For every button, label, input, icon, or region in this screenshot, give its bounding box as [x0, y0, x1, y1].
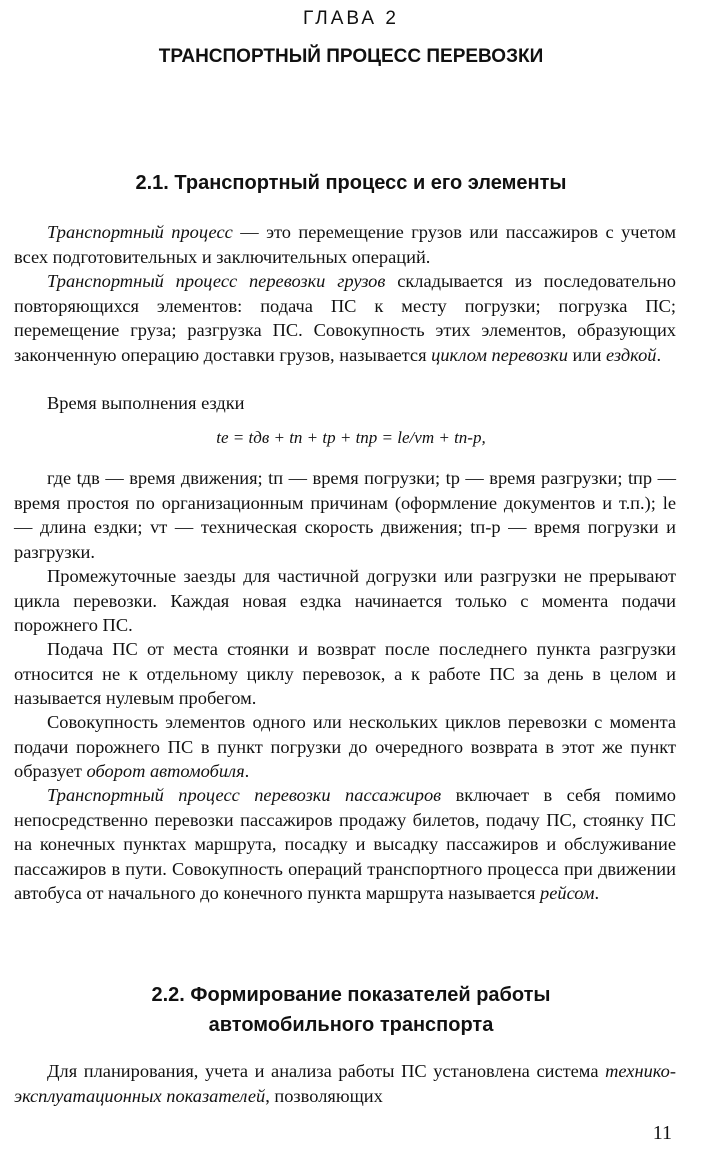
paragraph-vehicle-turnover: Совокупность элементов одного или нескольких циклов перевозки с момента подачи порожнего ПС в пункт погрузки до очередного возврата в этот же пункт образует оборот автомобиля. [14, 712, 676, 781]
term-indicators: технико-эксплуатационных показателей [14, 1061, 676, 1106]
chapter-label: ГЛАВА 2 [303, 8, 399, 29]
paragraph-intermediate-stops: Промежуточные заезды для частичной догрузки или разгрузки не прерывают цикла перевозки. Каждая новая ездка начинается только с момента подачи порожнего ПС. [14, 566, 676, 635]
formula-trip-time: tе = tдв + tп + tр + tпр = lе/vт + tп-р, [216, 428, 486, 447]
paragraph-indicators: Для планирования, учета и анализа работы ПС установлена система технико-эксплуатационных показателей, позволяющих [14, 1061, 676, 1106]
paragraph-formula-legend: где tдв — время движения; tп — время погрузки; tр — время разгрузки; tпр — время простоя по организационным причинам (оформление документов и т.п.); lе — длина ездки; vт — техническая скорость движения; tп-р — время погрузки и разгрузки. [14, 468, 676, 562]
paragraph-passenger-process: Транспортный процесс перевозки пассажиров включает в себя помимо непосредственно перевозки пассажиров продажу билетов, подачу ПС, стоянку ПС на конечных пунктах маршрута, посадку и высадку пассажиров и обслуживание пассажиров в пути. Совокупность операций транспортного процесса при движении автобуса от начального до конечного пункта маршрута называется рейсом. [14, 785, 676, 903]
section-heading-2-2-line1: 2.2. Формирование показателей работы [151, 984, 551, 1006]
paragraph-cargo-process: Транспортный процесс перевозки грузов складывается из последовательно повторяющихся элементов: подача ПС к месту погрузки; погрузка ПС; перемещение груза; разгрузка ПС. Совокупность этих элементов, образующих законченную операцию доставки грузов, называется циклом перевозки или ездкой. [14, 271, 676, 365]
term-vehicle-turnover: оборот автомобиля [86, 761, 245, 781]
term-cargo-process: Транспортный процесс перевозки грузов [47, 271, 386, 291]
term-run: рейсом [540, 883, 595, 903]
term-trip: ездкой [606, 344, 657, 365]
section-heading-2-2-line2: автомобильного транспорта [208, 1014, 494, 1036]
page-number: 11 [652, 1122, 672, 1144]
paragraph-trip-time: Время выполнения ездки [47, 393, 245, 413]
section-heading-2-2 [0, 980, 702, 1040]
paragraph-transport-process-definition: Транспортный процесс — это перемещение грузов или пассажиров с учетом всех подготовительных и заключительных операций. [14, 222, 676, 267]
paragraph-zero-run: Подача ПС от места стоянки и возврат после последнего пункта разгрузки относится не к отдельному циклу перевозок, а к работе ПС за день в целом и называется нулевым пробегом. [14, 639, 676, 708]
chapter-title: ТРАНСПОРТНЫЙ ПРОЦЕСС ПЕРЕВОЗКИ [158, 46, 544, 67]
term-cycle: циклом перевозки [431, 344, 568, 365]
section-heading-2-1: 2.1. Транспортный процесс и его элементы [135, 172, 567, 194]
term-transport-process: Транспортный процесс [47, 222, 233, 242]
term-passenger-process: Транспортный процесс перевозки пассажиров [47, 785, 442, 805]
